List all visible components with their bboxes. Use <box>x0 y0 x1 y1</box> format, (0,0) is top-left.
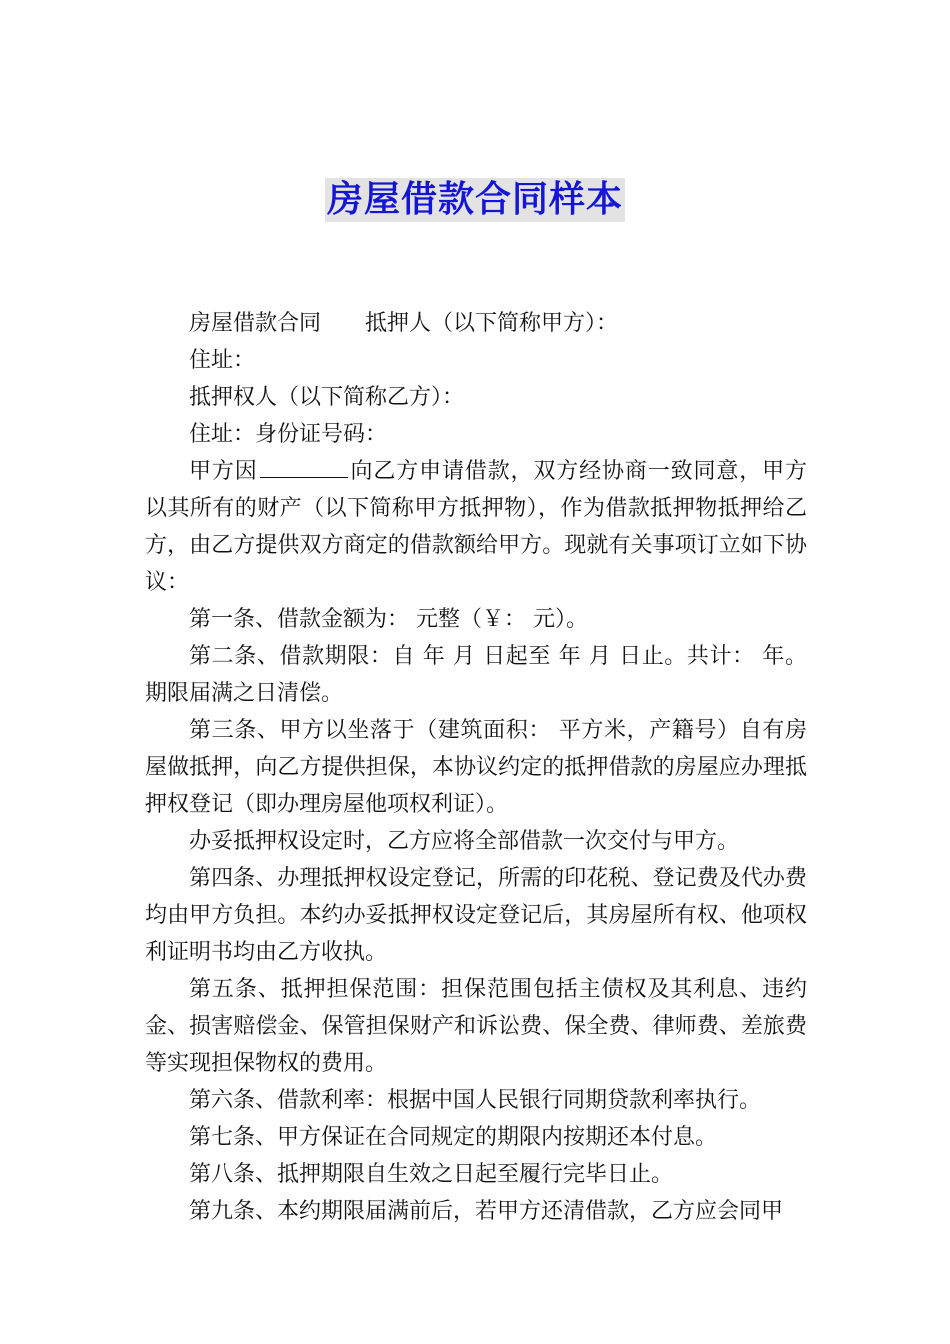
article-9: 第九条、本约期限届满前后，若甲方还清借款，乙方应会同甲 <box>189 1199 784 1224</box>
document-title: 房屋借款合同样本 <box>326 179 623 220</box>
title-area <box>0 178 950 222</box>
article-6: 第六条、借款利率：根据中国人民银行同期贷款利率执行。 <box>189 1088 762 1113</box>
article-7: 第七条、甲方保证在合同规定的期限内按期还本付息。 <box>189 1125 718 1150</box>
article-5: 第五条、抵押担保范围：担保范围包括主债权及其利息、违约金、损害赔偿金、保管担保财产和诉讼费、保全费、律师费、差旅费等实现担保物权的费用。 <box>145 977 807 1076</box>
article-3: 第三条、甲方以坐落于（建筑面积： 平方米，产籍号）自有房屋做抵押，向乙方提供担保，本协议约定的抵押借款的房屋应办理抵押权登记（即办理房屋他项权利证）。 <box>145 718 807 817</box>
fill-in-blank <box>260 457 348 478</box>
article-8: 第八条、抵押期限自生效之日起至履行完毕日止。 <box>189 1162 674 1187</box>
contract-label: 房屋借款合同 <box>189 311 322 336</box>
mortgagor-label: 抵押人（以下简称甲方）： <box>365 311 619 336</box>
mortgagee-label: 抵押权人（以下简称乙方）： <box>189 385 465 410</box>
article-4: 第四条、办理抵押权设定登记，所需的印花税、登记费及代办费均由甲方负担。本约办妥抵押权设定登记后，其房屋所有权、他项权利证明书均由乙方收执。 <box>145 866 807 965</box>
mortgagor-address: 住址： <box>189 348 256 373</box>
document-body <box>145 305 807 1230</box>
article-2: 第二条、借款期限：自 年 月 日起至 年 月 日止。共计： 年。期限届满之日清偿。 <box>145 644 807 706</box>
article-3-note: 办妥抵押权设定时，乙方应将全部借款一次交付与甲方。 <box>189 829 740 854</box>
mortgagee-address-id: 住址：身份证号码： <box>189 422 388 447</box>
preamble-start: 甲方因 <box>189 459 258 484</box>
intro-line <box>145 305 807 342</box>
preamble-rest: 向乙方申请借款，双方经协商一致同意，甲方以其所有的财产（以下简称甲方抵押物），作为借款抵押物抵押给乙方，由乙方提供双方商定的借款额给甲方。现就有关事项订立如下协议： <box>145 459 807 595</box>
article-1: 第一条、借款金额为： 元整（￥： 元）。 <box>189 607 588 632</box>
preamble-paragraph <box>145 453 807 601</box>
